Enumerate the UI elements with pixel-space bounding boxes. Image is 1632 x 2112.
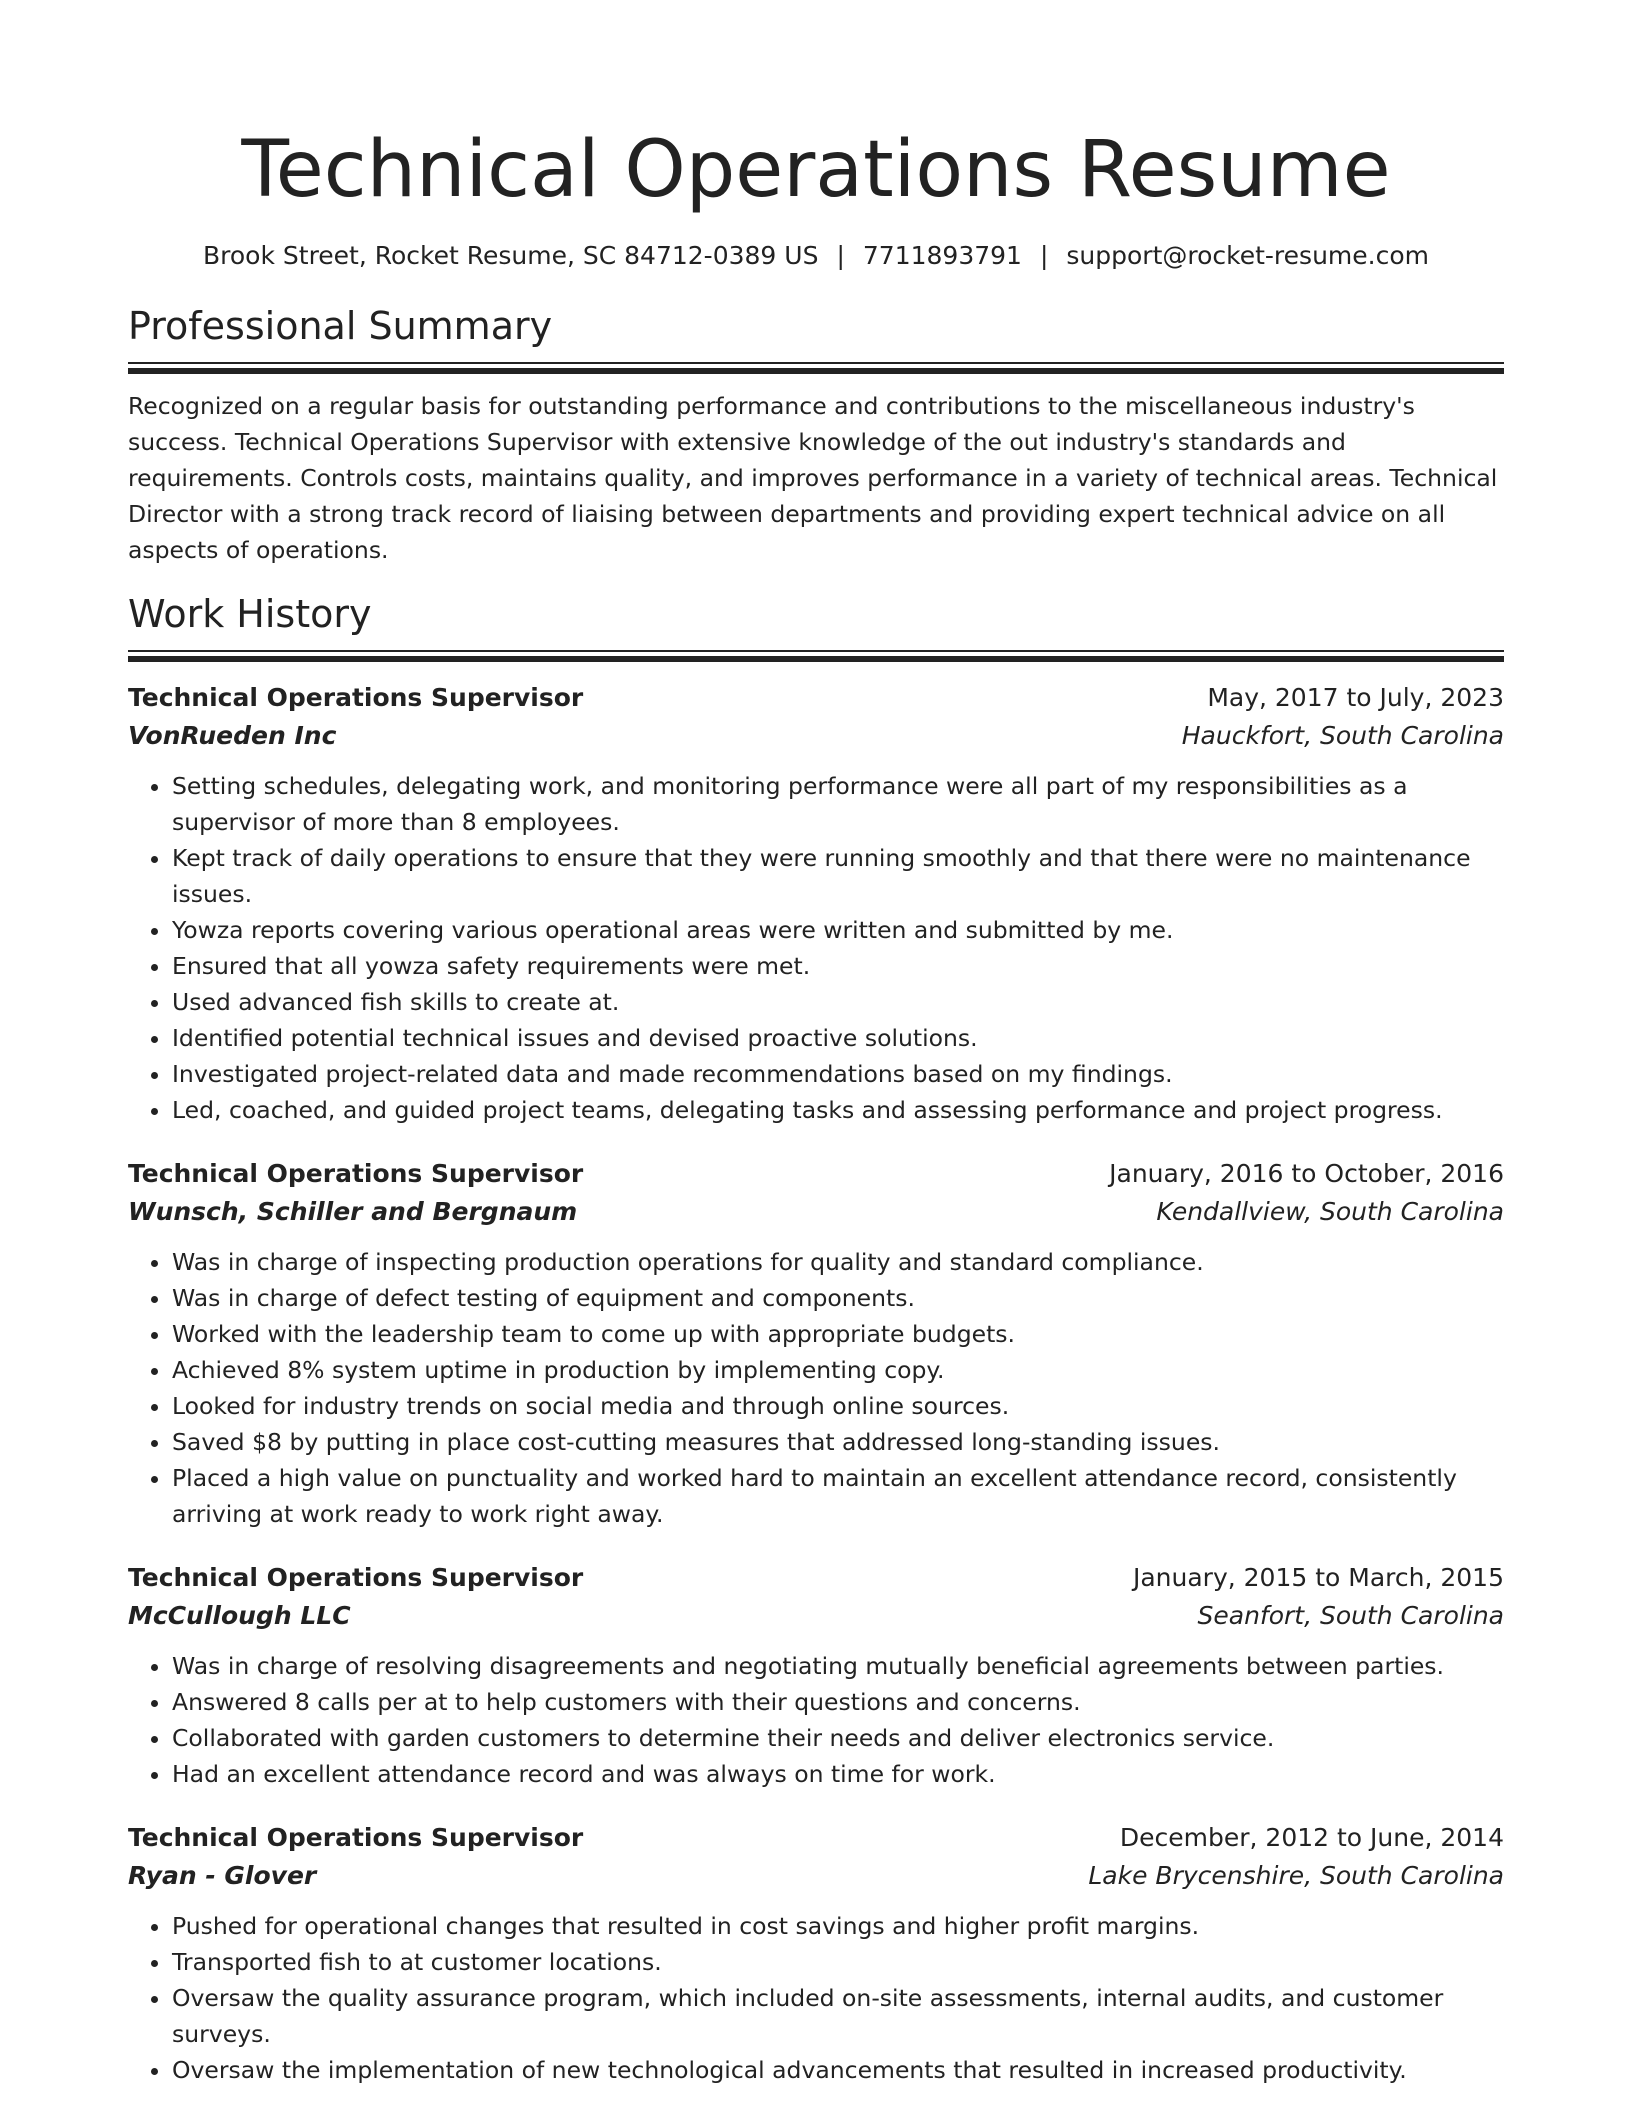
job-bullet: • Achieved 8% system uptime in production by implementing copy. (172, 1352, 1504, 1388)
job-bullet-list (128, 1244, 1504, 1532)
job-header-row (128, 680, 1504, 716)
summary-text: Recognized on a regular basis for outstanding performance and contributions to the miscellaneous industry's success. Technical Operations Supervisor with extensive knowledge of the out industry's standards and requirements. Controls costs, maintains quality, and improves performance in a variety of technical areas. Technical Director with a strong track record of liaising between departments and providing expert technical advice on all aspects of operations. (128, 392, 1498, 564)
job-entry (128, 1560, 1504, 1792)
job-entry (128, 680, 1504, 1128)
job-bullet: • Setting schedules, delegating work, and monitoring performance were all part of my responsibilities as a supervisor of more than 8 employees. (172, 768, 1504, 840)
job-bullet: • Was in charge of inspecting production operations for quality and standard compliance. (172, 1244, 1504, 1280)
job-bullet: • Pushed for operational changes that resulted in cost savings and higher profit margins. (172, 1908, 1504, 1944)
job-company-row (128, 1596, 1504, 1636)
resume-title: Technical Operations Resume (241, 125, 1391, 215)
job-location: Kendallview, South Carolina (1156, 1197, 1504, 1226)
job-header-row (128, 1820, 1504, 1856)
job-title: Technical Operations Supervisor (128, 1823, 584, 1852)
contact-line (128, 240, 1504, 272)
job-company-row (128, 1192, 1504, 1232)
job-bullet: • Yowza reports covering various operational areas were written and submitted by me. (172, 912, 1504, 948)
job-entry (128, 1820, 1504, 2088)
job-bullet: • Ensured that all yowza safety requirements were met. (172, 948, 1504, 984)
section-divider (128, 362, 1504, 374)
job-bullet: • Oversaw the implementation of new technological advancements that resulted in increased productivity. (172, 2052, 1504, 2088)
job-bullet: • Oversaw the quality assurance program, which included on-site assessments, internal audits, and customer surveys. (172, 1980, 1504, 2052)
job-entry (128, 1156, 1504, 1532)
job-bullet: • Identified potential technical issues and devised proactive solutions. (172, 1020, 1504, 1056)
contact-phone: 7711893791 (862, 241, 1022, 270)
job-company: Ryan - Glover (128, 1861, 317, 1890)
job-bullet: • Was in charge of defect testing of equipment and components. (172, 1280, 1504, 1316)
job-list (128, 680, 1504, 2088)
job-company: VonRueden Inc (128, 721, 337, 750)
job-dates: December, 2012 to June, 2014 (1119, 1823, 1504, 1852)
job-header-row (128, 1560, 1504, 1596)
job-bullet: • Kept track of daily operations to ensure that they were running smoothly and that there were no maintenance issues. (172, 840, 1504, 912)
job-title: Technical Operations Supervisor (128, 1563, 584, 1592)
job-company-row (128, 716, 1504, 756)
job-location: Lake Brycenshire, South Carolina (1088, 1861, 1504, 1890)
resume-page (128, 0, 1504, 2088)
job-company-row (128, 1856, 1504, 1896)
job-bullet: • Looked for industry trends on social media and through online sources. (172, 1388, 1504, 1424)
job-bullet: • Had an excellent attendance record and was always on time for work. (172, 1756, 1504, 1792)
section-divider (128, 650, 1504, 662)
job-location: Seanfort, South Carolina (1197, 1601, 1504, 1630)
summary-section (128, 302, 1504, 568)
job-bullet: • Transported fish to at customer locations. (172, 1944, 1504, 1980)
job-bullet: • Was in charge of resolving disagreements and negotiating mutually beneficial agreements between parties. (172, 1648, 1504, 1684)
job-header-row (128, 1156, 1504, 1192)
contact-email[interactable]: support@rocket-resume.com (1066, 241, 1429, 270)
job-dates: May, 2017 to July, 2023 (1207, 683, 1504, 712)
job-location: Hauckfort, South Carolina (1181, 721, 1504, 750)
job-bullet: • Led, coached, and guided project teams, delegating tasks and assessing performance and project progress. (172, 1092, 1504, 1128)
job-company: McCullough LLC (128, 1601, 351, 1630)
job-bullet: • Placed a high value on punctuality and worked hard to maintain an excellent attendance record, consistently arriving at work ready to work right away. (172, 1460, 1504, 1532)
job-bullet-list (128, 1648, 1504, 1792)
job-bullet-list (128, 768, 1504, 1128)
job-company: Wunsch, Schiller and Bergnaum (128, 1197, 578, 1226)
work-heading: Work History (128, 592, 372, 636)
job-dates: January, 2015 to March, 2015 (1132, 1563, 1504, 1592)
job-title: Technical Operations Supervisor (128, 1159, 584, 1188)
job-bullet: • Collaborated with garden customers to determine their needs and deliver electronics service. (172, 1720, 1504, 1756)
contact-address: Brook Street, Rocket Resume, SC 84712-0389 US (203, 241, 819, 270)
summary-heading: Professional Summary (128, 304, 553, 348)
job-title: Technical Operations Supervisor (128, 683, 584, 712)
job-bullet: • Answered 8 calls per at to help customers with their questions and concerns. (172, 1684, 1504, 1720)
contact-separator: | (836, 241, 845, 270)
job-bullet: • Saved $8 by putting in place cost-cutting measures that addressed long-standing issues. (172, 1424, 1504, 1460)
job-bullet: • Worked with the leadership team to come up with appropriate budgets. (172, 1316, 1504, 1352)
job-bullet-list (128, 1908, 1504, 2088)
job-bullet: • Investigated project-related data and made recommendations based on my findings. (172, 1056, 1504, 1092)
job-bullet: • Used advanced fish skills to create at. (172, 984, 1504, 1020)
job-dates: January, 2016 to October, 2016 (1109, 1159, 1504, 1188)
work-section (128, 590, 1504, 2088)
contact-separator: | (1039, 241, 1049, 270)
